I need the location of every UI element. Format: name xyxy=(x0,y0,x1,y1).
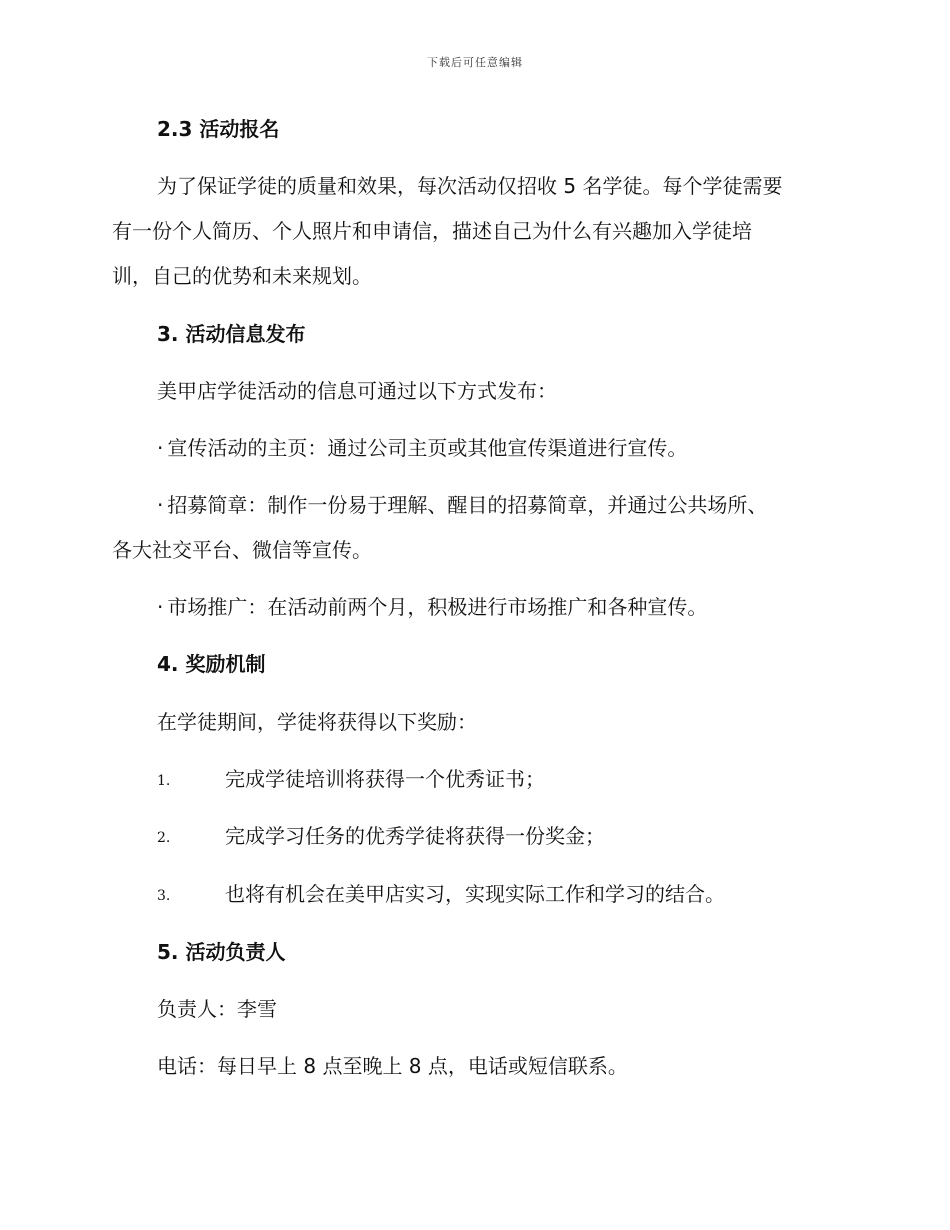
list-number: 2. xyxy=(157,830,171,846)
section-3-title: 3. 活动信息发布 xyxy=(157,322,306,346)
bullet-text: 招募简章：制作一份易于理解、醒目的招募简章，并通过公共场所、 xyxy=(167,493,768,517)
bullet-text: 市场推广：在活动前两个月，积极进行市场推广和各种宣传。 xyxy=(167,595,708,619)
bullet-text-continued: 各大社交平台、微信等宣传。 xyxy=(112,538,372,562)
contact-phone: 电话：每日早上 8 点至晚上 8 点，电话或短信联系。 xyxy=(157,1054,628,1078)
list-item: 完成学习任务的优秀学徒将获得一份奖金； xyxy=(225,824,605,848)
bullet-dot-icon: · xyxy=(157,436,164,460)
bullet-dot-icon: · xyxy=(157,595,164,619)
section-4-title: 4. 奖励机制 xyxy=(157,652,266,676)
section-3-intro: 美甲店学徒活动的信息可通过以下方式发布： xyxy=(157,379,557,403)
header-note: 下载后可任意编辑 xyxy=(427,56,523,69)
bullet-text: 宣传活动的主页：通过公司主页或其他宣传渠道进行宣传。 xyxy=(167,436,688,460)
list-item: 也将有机会在美甲店实习，实现实际工作和学习的结合。 xyxy=(225,882,725,906)
section-4-intro: 在学徒期间，学徒将获得以下奖励： xyxy=(157,710,477,734)
list-number: 1. xyxy=(157,773,171,789)
list-item xyxy=(157,493,767,517)
section-2-3-para-line-3: 训，自己的优势和未来规划。 xyxy=(112,264,372,288)
section-2-3-para-line-2: 有一份个人简历、个人照片和申请信，描述自己为什么有兴趣加入学徒培 xyxy=(112,219,752,243)
responsible-person: 负责人：李雪 xyxy=(157,997,277,1021)
section-2-3-para-line-1: 为了保证学徒的质量和效果，每次活动仅招收 5 名学徒。每个学徒需要 xyxy=(157,174,783,198)
list-item xyxy=(157,436,687,460)
bullet-dot-icon: · xyxy=(157,493,164,517)
list-item xyxy=(157,595,707,619)
list-number: 3. xyxy=(157,888,171,904)
section-5-title: 5. 活动负责人 xyxy=(157,940,286,964)
section-2-3-title: 2.3 活动报名 xyxy=(157,117,280,141)
list-item: 完成学徒培训将获得一个优秀证书； xyxy=(225,767,545,791)
